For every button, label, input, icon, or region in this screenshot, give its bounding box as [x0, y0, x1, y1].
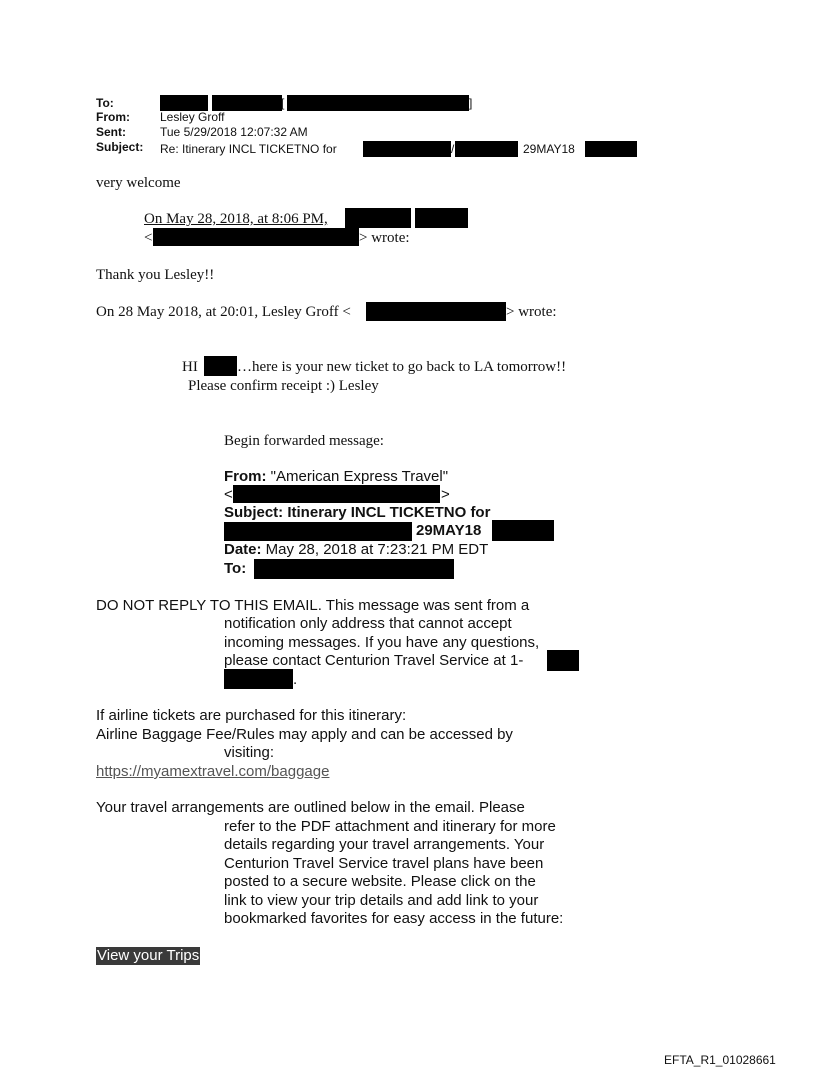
- forwarded-subject-date: 29MAY18: [416, 522, 482, 539]
- redaction-block: [492, 520, 554, 541]
- sent-value: Tue 5/29/2018 12:07:32 AM: [160, 125, 308, 139]
- document-id: EFTA_R1_01028661: [664, 1053, 776, 1067]
- header-to-row: [96, 97, 114, 110]
- redaction-block: [585, 141, 637, 157]
- redaction-block: [254, 559, 454, 579]
- message-hi: HI: [182, 359, 198, 375]
- redaction-block: [224, 669, 293, 689]
- thanks-text: Thank you Lesley!!: [96, 267, 215, 283]
- quote2-wrote: > wrote:: [506, 304, 557, 320]
- to-bracket-open: [: [281, 96, 285, 110]
- travel-line1: Your travel arrangements are outlined below in the email. Please: [96, 799, 525, 816]
- from-value: Lesley Groff: [160, 110, 225, 124]
- subject-label: Subject:: [96, 140, 144, 154]
- from-label: From:: [96, 110, 130, 124]
- forwarded-from-label: From:: [224, 468, 267, 485]
- travel-line7: bookmarked favorites for easy access in the future:: [224, 910, 564, 927]
- redaction-block: [204, 356, 237, 376]
- redaction-block: [212, 95, 285, 111]
- notice-line5-end: .: [293, 671, 298, 688]
- forwarded-from-row: [224, 468, 448, 486]
- notice-line4: please contact Centurion Travel Service at 1-: [224, 652, 524, 669]
- forwarded-from-value: "American Express Travel": [266, 468, 449, 485]
- quote2-prefix: On 28 May 2018, at 20:01, Lesley Groff <: [96, 304, 351, 320]
- redaction-block: [224, 522, 412, 541]
- subject-prefix: Re: Itinerary INCL TICKETNO for: [160, 142, 337, 156]
- forwarded-to-label: To:: [224, 560, 247, 577]
- redaction-block: [345, 208, 411, 228]
- header-subject-row: [96, 141, 143, 154]
- travel-line5: posted to a secure website. Please click on the: [224, 873, 536, 890]
- message-line1: …here is your new ticket to go back to LA tomorrow!!: [237, 359, 567, 375]
- airline-line1: If airline tickets are purchased for this itinerary:: [96, 707, 407, 724]
- reply-text: very welcome: [96, 175, 181, 191]
- redaction-block: [287, 95, 469, 111]
- message-line2: Please confirm receipt :) Lesley: [188, 378, 379, 394]
- forwarded-date-label: Date:: [224, 541, 262, 558]
- travel-line6: link to view your trip details and add link to your: [224, 892, 539, 909]
- baggage-link[interactable]: https://myamextravel.com/baggage: [96, 763, 330, 780]
- quote1-wrote: > wrote:: [359, 230, 410, 246]
- redaction-block: [160, 95, 208, 111]
- forwarded-begin: Begin forwarded message:: [224, 433, 384, 449]
- redaction-block: [153, 228, 359, 246]
- sent-label: Sent:: [96, 125, 126, 139]
- redaction-block: [455, 141, 518, 157]
- travel-line3: details regarding your travel arrangements. Your: [224, 836, 545, 853]
- redaction-block: [547, 650, 579, 671]
- forwarded-to-row: [224, 560, 246, 578]
- redaction-block: [363, 141, 451, 157]
- notice-line2: notification only address that cannot accept: [224, 615, 512, 632]
- forwarded-subject-row: [224, 504, 490, 522]
- travel-line4: Centurion Travel Service travel plans have been: [224, 855, 544, 872]
- forwarded-angle-open: <: [224, 486, 233, 503]
- airline-line3: visiting:: [224, 744, 275, 761]
- to-bracket-close: ]: [469, 96, 473, 110]
- redaction-block: [366, 302, 506, 321]
- forwarded-subject-value: Itinerary INCL TICKETNO for: [283, 504, 491, 521]
- quote1-line1: On May 28, 2018, at 8:06 PM,: [144, 211, 328, 227]
- quote1-angle-open: <: [144, 230, 153, 246]
- forwarded-angle-close: >: [441, 486, 450, 503]
- to-label: To:: [96, 96, 114, 110]
- subject-date: 29MAY18: [523, 142, 575, 156]
- airline-line2: Airline Baggage Fee/Rules may apply and can be accessed by: [96, 726, 513, 743]
- view-trips-button[interactable]: View your Trips: [97, 947, 200, 964]
- header-sent-row: [96, 126, 126, 139]
- redaction-block: [233, 485, 440, 503]
- notice-line1: DO NOT REPLY TO THIS EMAIL. This message was sent from a: [96, 597, 530, 614]
- forwarded-date-value: May 28, 2018 at 7:23:21 PM EDT: [261, 541, 489, 558]
- notice-line3: incoming messages. If you have any questions,: [224, 634, 540, 651]
- forwarded-subject-label: Subject:: [224, 504, 284, 521]
- forwarded-date-row: [224, 541, 488, 559]
- redaction-block: [415, 208, 468, 228]
- subject-slash: /: [451, 142, 455, 156]
- travel-line2: refer to the PDF attachment and itinerary for more: [224, 818, 556, 835]
- header-from-row: [96, 111, 130, 124]
